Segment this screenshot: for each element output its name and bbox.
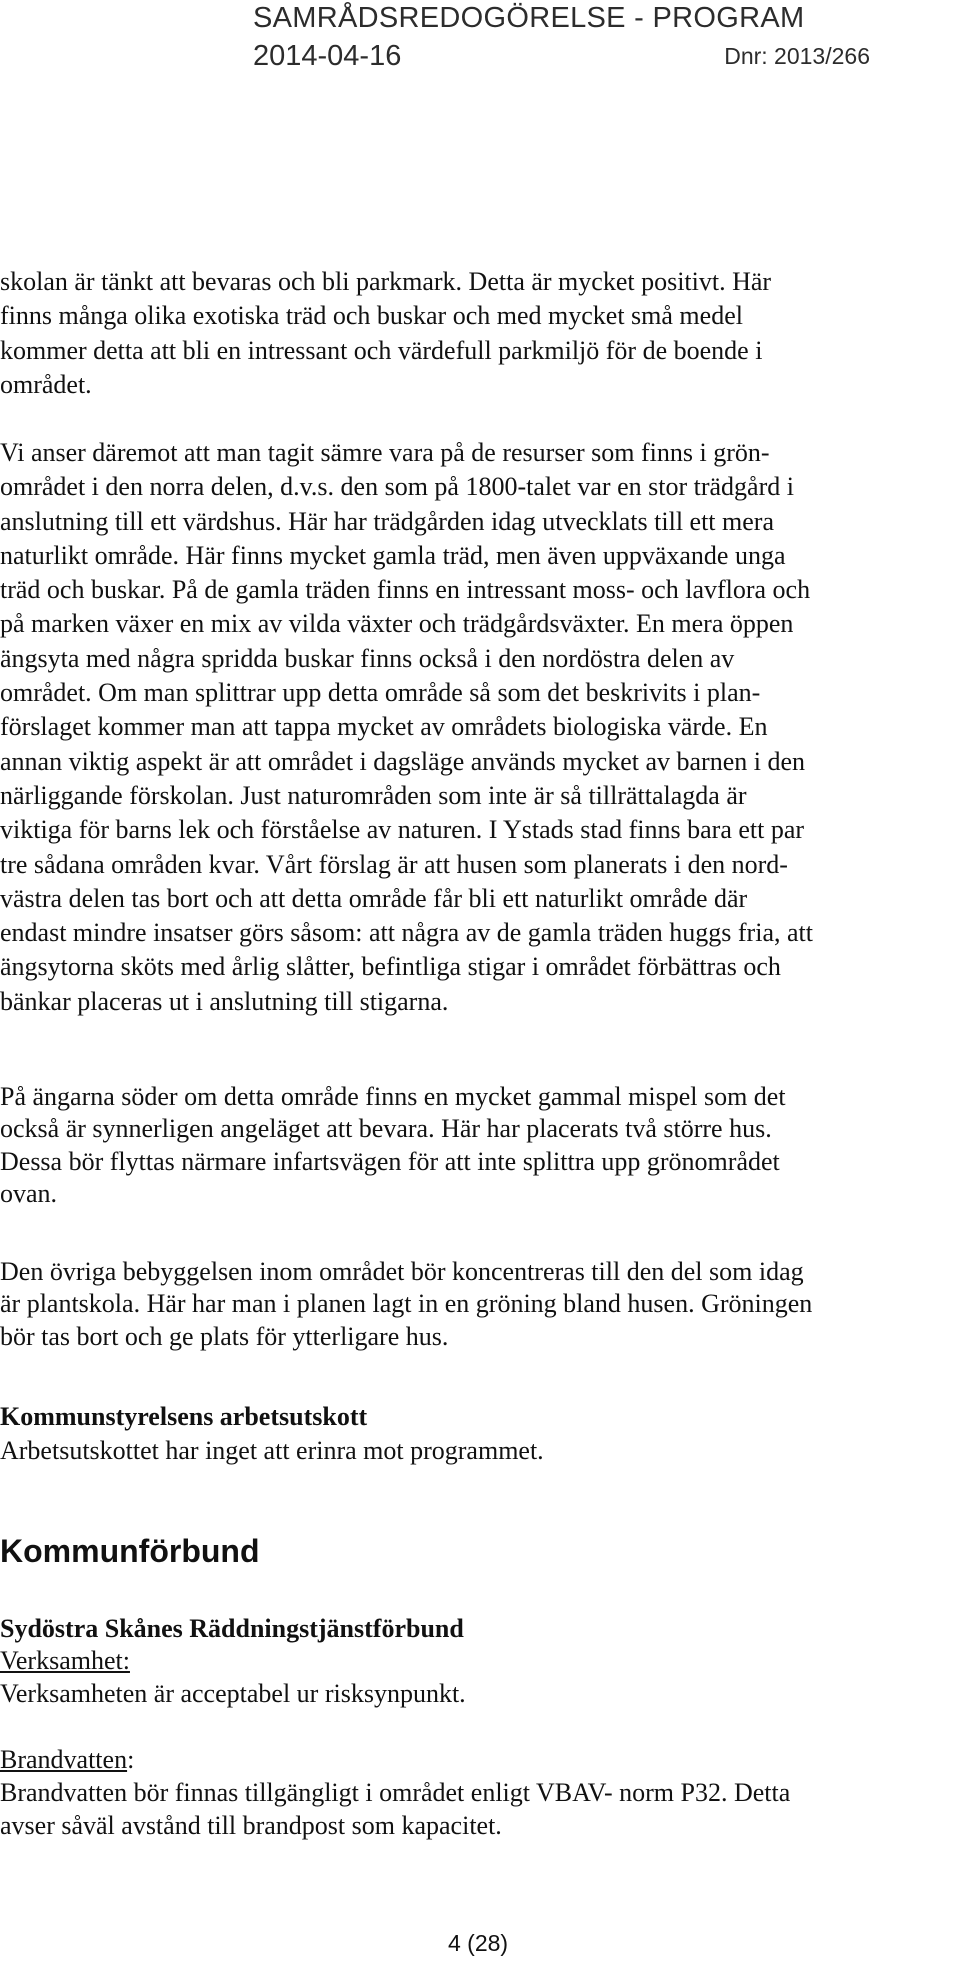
- document-title: SAMRÅDSREDOGÖRELSE - PROGRAM: [253, 2, 805, 34]
- verksamhet-text: Verksamheten är acceptabel ur risksynpunkt.: [0, 1679, 466, 1708]
- text-line: ängsyta med några spridda buskar finns också i den nordöstra delen av: [0, 643, 735, 673]
- text-line: anslutning till ett värdshus. Här har trädgården idag utvecklats till ett mera: [0, 506, 774, 536]
- brandvatten-text-line: Brandvatten bör finnas tillgängligt i området enligt VBAV- norm P32. Detta: [0, 1778, 791, 1807]
- text-line: Vi anser däremot att man tagit sämre vara på de resurser som finns i grön-: [0, 438, 770, 467]
- text-line: området.: [0, 369, 92, 399]
- text-line: finns många olika exotiska träd och buskar och med mycket små medel: [0, 301, 743, 331]
- text-line: annan viktig aspekt är att området i dagsläge används mycket av barnen i den: [0, 746, 805, 776]
- heading-kommunstyrelsens-arbetsutskott: Kommunstyrelsens arbetsutskott: [0, 1402, 368, 1431]
- text-line: träd och buskar. På de gamla träden finns en intressant moss- och lavflora och: [0, 575, 811, 605]
- text-line: ovan.: [0, 1178, 58, 1208]
- document-date: 2014-04-16: [253, 40, 402, 72]
- text-line: västra delen tas bort och att detta område får bli ett naturlikt område där: [0, 883, 748, 913]
- ks-statement: Arbetsutskottet har inget att erinra mot programmet.: [0, 1436, 544, 1465]
- text-line: är plantskola. Här har man i planen lagt in en gröning bland husen. Gröningen: [0, 1289, 813, 1319]
- text-line: viktiga för barns lek och förståelse av naturen. I Ystads stad finns bara ett par: [0, 815, 805, 845]
- text-line: endast mindre insatser görs såsom: att några av de gamla träden huggs fria, att: [0, 918, 813, 948]
- heading-raddningstjanstforbund: Sydöstra Skånes Räddningstjänstförbund: [0, 1614, 464, 1643]
- text-line: tre sådana områden kvar. Vårt förslag är att husen som planerats i den nord-: [0, 849, 788, 879]
- label-verksamhet: Verksamhet:: [0, 1646, 130, 1675]
- paragraph-gronomradet: [0, 436, 960, 1019]
- text-line: området. Om man splittrar upp detta område så som det beskrivits i plan-: [0, 678, 761, 708]
- text-line: skolan är tänkt att bevaras och bli parkmark. Detta är mycket positivt. Här: [0, 267, 772, 296]
- brandvatten-text-line: avser såväl avstånd till brandpost som kapacitet.: [0, 1811, 502, 1840]
- text-line: på marken växer en mix av vilda växter och trädgårdsväxter. En mera öppen: [0, 609, 794, 639]
- label-brandvatten-wrapper: [0, 1745, 134, 1775]
- text-line: Dessa bör flyttas närmare infartsvägen för att inte splittra upp grönområdet: [0, 1146, 780, 1176]
- text-line: bänkar placeras ut i anslutning till stigarna.: [0, 986, 449, 1016]
- text-line: naturlikt område. Här finns mycket gamla träd, men även uppväxande unga: [0, 540, 786, 570]
- text-line: området i den norra delen, d.v.s. den som på 1800-talet var en stor trädgård i: [0, 472, 794, 502]
- document-dnr: Dnr: 2013/266: [724, 43, 870, 69]
- text-line: På ängarna söder om detta område finns en mycket gammal mispel som det: [0, 1082, 786, 1111]
- paragraph-bebyggelse: [0, 1256, 960, 1353]
- text-line: bör tas bort och ge plats för ytterligare hus.: [0, 1321, 449, 1351]
- text-line: också är synnerligen angeläget att bevara. Här har placerats två större hus.: [0, 1114, 772, 1144]
- label-brandvatten-colon: :: [127, 1745, 135, 1774]
- text-line: ängsytorna sköts med årlig slåtter, befintliga stigar i området förbättras och: [0, 952, 781, 982]
- paragraph-parkmark: [0, 265, 960, 402]
- label-brandvatten: Brandvatten: [0, 1745, 128, 1774]
- text-line: närliggande förskolan. Just naturområden som inte är så tillrättalagda är: [0, 780, 747, 810]
- text-line: kommer detta att bli en intressant och värdefull parkmiljö för de boende i: [0, 335, 763, 365]
- text-line: förslaget kommer man att tappa mycket av områdets biologiska värde. En: [0, 712, 768, 742]
- heading-kommunforbund: Kommunförbund: [0, 1533, 260, 1569]
- page-number: 4 (28): [448, 1930, 509, 1956]
- paragraph-mispel: [0, 1081, 960, 1210]
- text-line: Den övriga bebyggelsen inom området bör koncentreras till den del som idag: [0, 1257, 804, 1286]
